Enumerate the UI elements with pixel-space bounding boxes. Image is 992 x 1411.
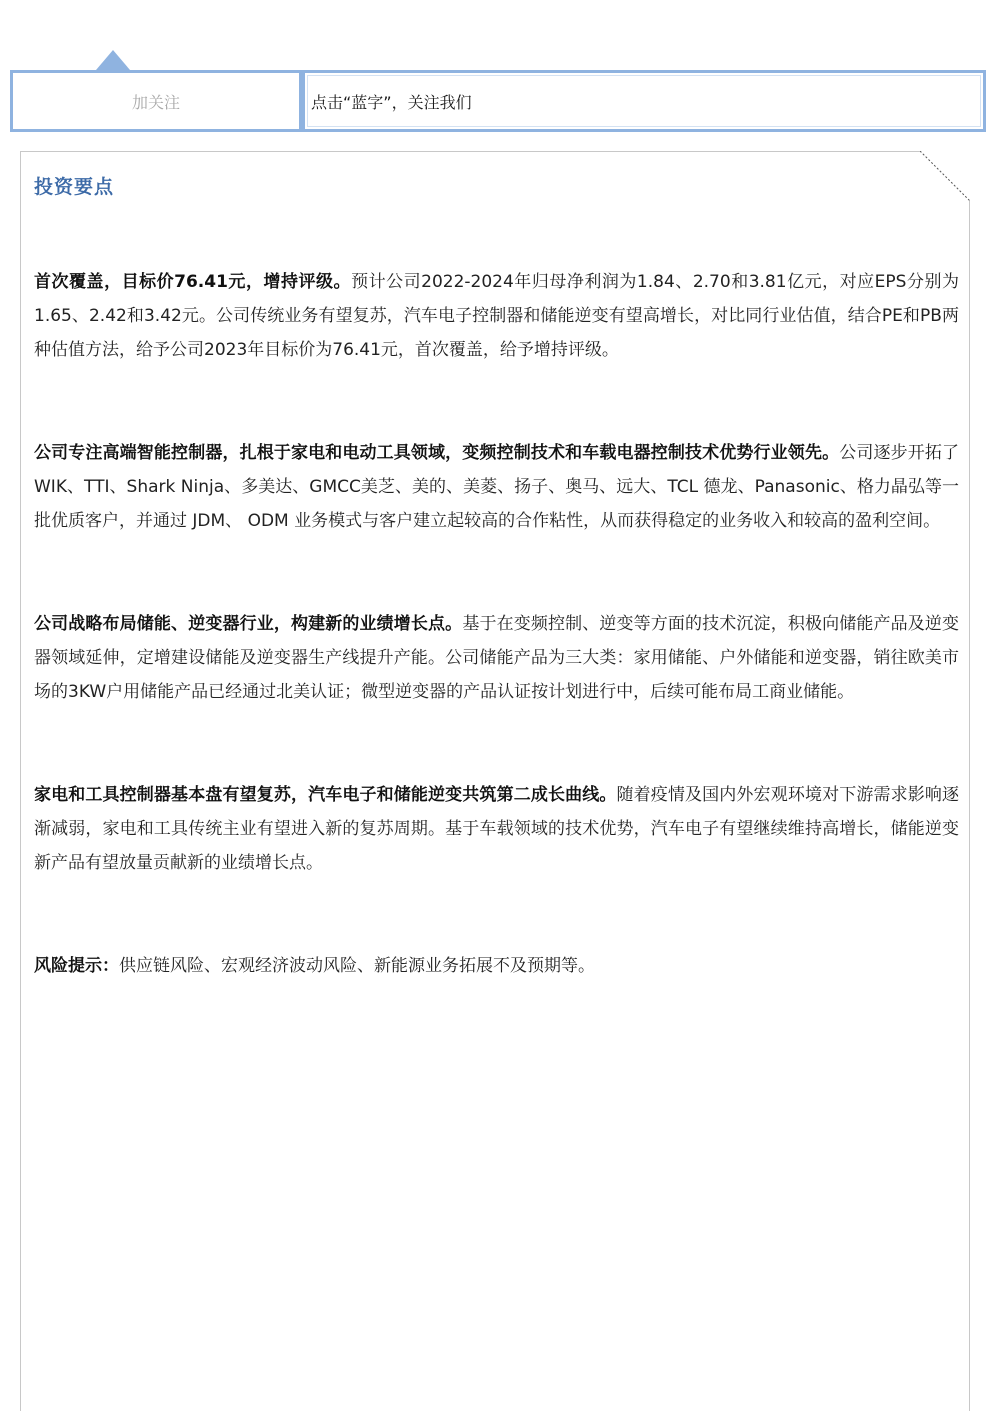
- follow-prompt: [302, 70, 986, 132]
- paragraph-lead: 公司专注高端智能控制器，扎根于家电和电动工具领域，变频控制技术和车载电器控制技术优势行业领先。: [34, 443, 840, 463]
- paragraph-coverage: [34, 265, 959, 367]
- paragraph-growth-curve: [34, 778, 959, 880]
- investment-highlights-card: [20, 151, 970, 1411]
- paragraph-controllers: [34, 436, 959, 538]
- paragraph-lead: 风险提示：: [34, 956, 119, 976]
- pointer-arrow-icon: [96, 50, 130, 70]
- paragraph-body: 随着疫情及国内外宏观环境对下游需求影响逐渐减弱，家电和工具传统主业有望进入新的复苏周期。基于车载领域的技术优势，汽车电子有望继续维持高增长，储能逆变新产品有望放量贡献新的业绩增长点。: [34, 785, 960, 873]
- paragraph-body: 基于在变频控制、逆变等方面的技术沉淀，积极向储能产品及逆变器领域延伸，定增建设储能及逆变器生产线提升产能。公司储能产品为三大类：家用储能、户外储能和逆变器，销往欧美市场的3KW户用储能产品已经通过北美认证；微型逆变器的产品认证按计划进行中，后续可能布局工商业储能。: [34, 614, 960, 702]
- highlights-content: [34, 265, 959, 983]
- paragraph-risk: [34, 949, 959, 983]
- follow-button[interactable]: 加关注: [10, 70, 302, 132]
- paragraph-lead: 首次覆盖，目标价76.41元，增持评级。: [34, 272, 352, 292]
- paragraph-energy-storage: [34, 607, 959, 709]
- paragraph-body: 公司逐步开拓了WIK、TTI、Shark Ninja、多美达、GMCC美芝、美的、美菱、扬子、奥马、远大、TCL 德龙、Panasonic、格力晶弘等一批优质客户，并通过 JDM、 ODM 业务模式与客户建立起较高的合作粘性，从而获得稳定的业务收入和较高的盈利空间。: [34, 443, 960, 531]
- paragraph-lead: 家电和工具控制器基本盘有望复苏，汽车电子和储能逆变共筑第二成长曲线。: [34, 785, 617, 805]
- follow-prompt-text: 点击“蓝字”，关注我们: [311, 92, 472, 112]
- section-title: 投资要点: [34, 176, 115, 198]
- follow-banner: [10, 70, 982, 132]
- paragraph-lead: 公司战略布局储能、逆变器行业，构建新的业绩增长点。: [34, 614, 463, 634]
- paragraph-body: 预计公司2022-2024年归母净利润为1.84、2.70和3.81亿元，对应EPS分别为1.65、2.42和3.42元。公司传统业务有望复苏，汽车电子控制器和储能逆变有望高增长，对比同行业估值，结合PE和PB两种估值方法，给予公司2023年目标价为76.41元，首次覆盖，给予增持评级。: [34, 272, 959, 360]
- paragraph-body: 供应链风险、宏观经济波动风险、新能源业务拓展不及预期等。: [119, 956, 595, 976]
- folded-corner-icon: [920, 151, 970, 201]
